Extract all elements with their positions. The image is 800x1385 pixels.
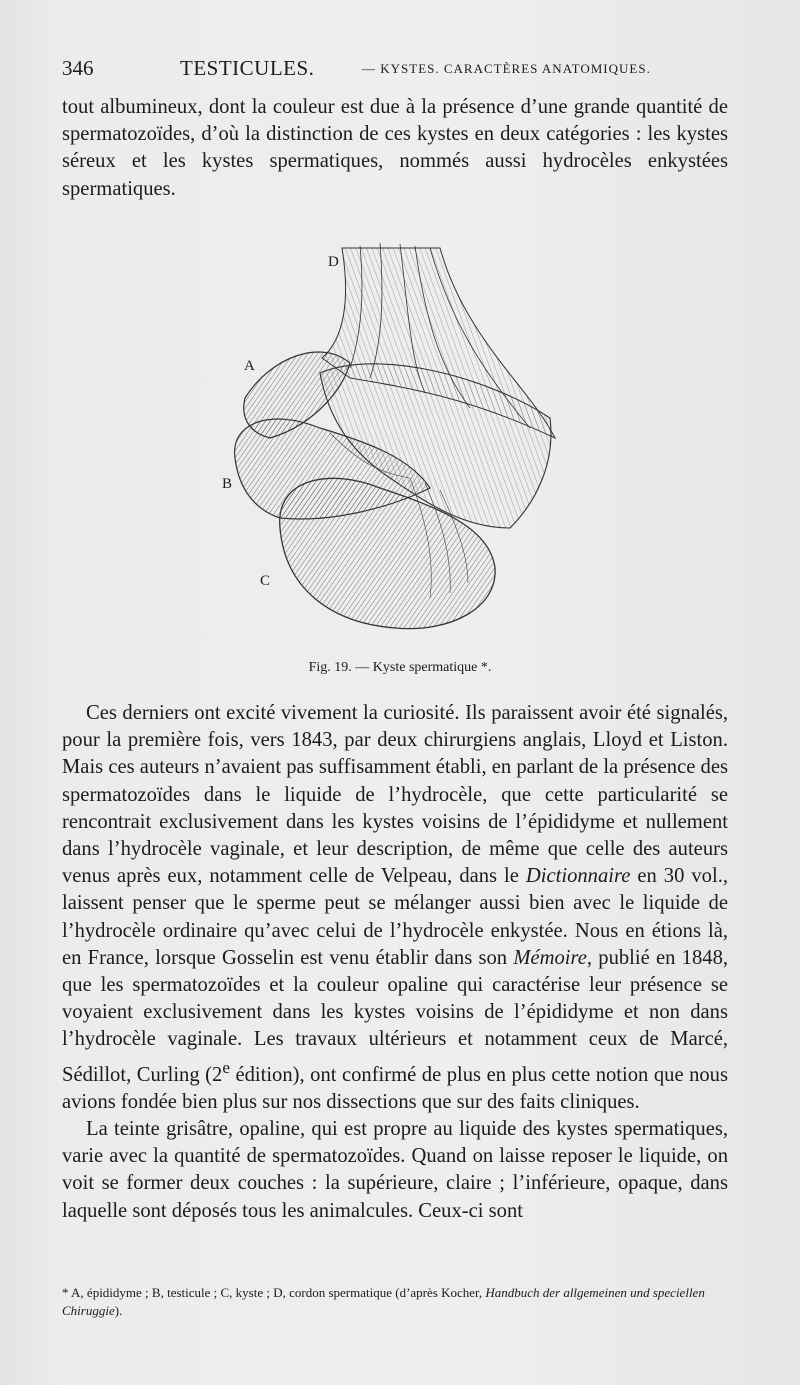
page-number: 346	[62, 56, 94, 80]
running-header	[62, 56, 732, 86]
spermatic-cyst-engraving	[210, 228, 590, 660]
label-d: D	[328, 254, 339, 270]
footnote-text: * A, épididyme ; B, testicule ; C, kyste ; D, cordon spermatique (d’après Kocher,	[62, 1285, 483, 1300]
figure-caption: Fig. 19. — Kyste spermatique *.	[308, 660, 492, 675]
p1-italic-dictionnaire: Dictionnaire	[525, 865, 631, 888]
p1-part1: Ces derniers ont excité vivement la curiosité. Ils paraissent avoir été signalés, pour la première fois, vers 1843, par deux chirurgiens anglais, Lloyd et Liston. Mais ces auteurs n’avaient pas suffisamment établi, en parlant de la présence des spermatozoïdes dans le liquide de l’hydrocèle, que cette particularité se rencontrait exclusivement dans les kystes voisins de l’épididyme et nullement dans l’hydrocèle vaginale, et leur description, de même que celle des auteurs venus après eux, notamment celle de Velpeau, dans le	[62, 702, 728, 888]
text-block-bottom	[62, 700, 728, 1225]
footnote	[62, 1284, 728, 1320]
paragraph-2: La teinte grisâtre, opaline, qui est propre au liquide des kystes spermatiques, varie avec la quantité de spermatozoïdes. Quand on laisse reposer le liquide, on voit se former deux couches : la supérieure, claire ; l’inférieure, opaque, dans laquelle sont déposés tous les animalcules. Ceux-ci sont	[62, 1117, 728, 1222]
header-title: TESTICULES.	[180, 56, 315, 80]
text-block-top	[62, 94, 728, 203]
figure-illustration	[210, 228, 590, 660]
label-c: C	[260, 573, 271, 589]
paragraph-1	[62, 700, 728, 1116]
p1-part2: en 30 vol., laissent penser que le sperme peut se mélanger aussi bien avec le liquide de l’hydrocèle ordinaire qu’avec celui de l’hydrocèle enkystée. Nous en étions là, en France, lorsque Gosselin est venu établir dans son	[62, 865, 728, 969]
header-subtitle: — KYSTES. CARACTÈRES ANATOMIQUES.	[362, 61, 651, 76]
label-a: A	[244, 358, 255, 374]
paragraph-top: tout albumineux, dont la couleur est due à la présence d’une grande quantité de spermatozoïdes, d’où la distinction de ces kystes en deux catégories : les kystes séreux et les kystes spermatiques, nommés aussi hydrocèles enkystées spermatiques.	[62, 96, 728, 200]
p1-superscript: e	[222, 1057, 230, 1077]
p1-part4: édition), ont confirmé de plus en plus cette notion que nous avions fondée bien plus sur nos dissections que sur des faits cliniques.	[62, 1063, 728, 1113]
footnote-italic: Handbuch der allgemeinen und speciellen Chiruggie	[62, 1285, 705, 1318]
footnote-end: ).	[114, 1303, 123, 1318]
label-b: B	[222, 476, 233, 492]
p1-italic-memoire: Mémoire	[513, 946, 587, 969]
p1-part3: , publié en 1848, que les spermatozoïdes et la couleur opaline qui caractérise leur présence se voyaient exclusivement dans les kystes voisins de l’épididyme et non dans l’hydrocèle vaginale. Les travaux ultérieurs et notamment ceux de Marcé, Sédillot, Curling (2	[62, 946, 729, 1086]
